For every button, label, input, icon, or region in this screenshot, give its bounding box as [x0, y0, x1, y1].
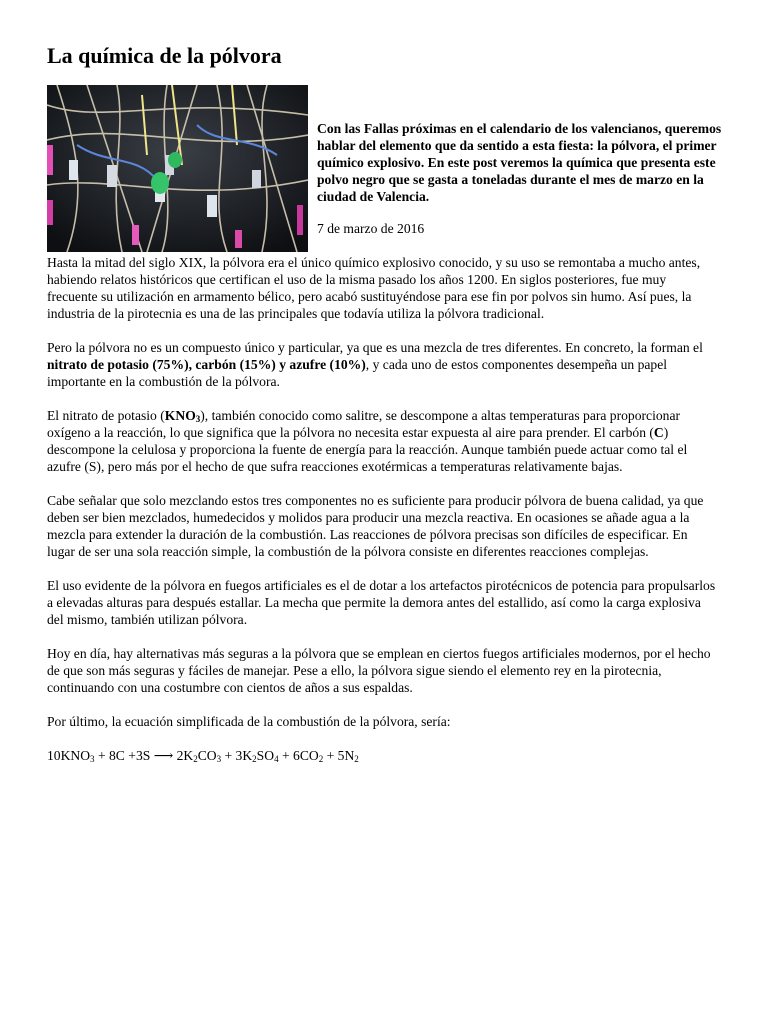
- paragraph-uses: El uso evidente de la pólvora en fuegos artificiales es el de dotar a los artefactos pirotécnicos de potencia para propulsarlos a elevadas alturas para después estallar. La mecha que permite la demora antes del estallido, así como la carga explosiva del mismo, también utilizan pólvora.: [47, 578, 716, 627]
- equation-subscript: 4: [274, 754, 279, 764]
- equation-part: + 8C +3S ⟶ 2K: [94, 748, 194, 763]
- equation-part: + 5N: [323, 748, 355, 763]
- paragraph-quality: Cabe señalar que solo mezclando estos tres componentes no es suficiente para producir pólvora de buena calidad, ya que deben ser bien mezclados, humedecidos y molidos para producir una mezcla reactiva. En ocasiones se añade agua a la mezcla para extender la duración de la combustión. Las reacciones de pólvora precisas son difíciles de especificar. En lugar de ser una sola reacción simple, la combustión de la pólvora consiste en diferentes reacciones complejas.: [47, 493, 704, 559]
- composition-highlight: nitrato de potasio (75%), carbón (15%) y azufre (10%): [47, 357, 366, 372]
- components-text-middle: ), también conocido como salitre, se descompone a altas temperaturas para proporcionar oxígeno a la reacción, lo que significa que la pólvora no necesita estar expuesta al aire para prender. El carbón (: [47, 408, 681, 440]
- paragraph-alternatives: Hoy en día, hay alternativas más seguras a la pólvora que se emplean en ciertos fuegos artificiales modernos, por el hecho de que son más seguras y fáciles de manejar. Pese a ello, la pólvora sigue siendo el elemento rey en la pirotecnia, continuando con una costumbre con cientos de años a sus espaldas.: [47, 646, 711, 695]
- equation-subscript: 2: [354, 754, 359, 764]
- paragraph-equation-intro: Por último, la ecuación simplificada de la combustión de la pólvora, sería:: [47, 714, 451, 729]
- article-body: [47, 254, 717, 781]
- equation-subscript: 3: [90, 754, 95, 764]
- fireworks-photo: [47, 85, 308, 252]
- paragraph-composition: [47, 339, 717, 390]
- intro-paragraph: Con las Fallas próximas en el calendario de los valencianos, queremos hablar del elemento que da sentido a esta fiesta: la pólvora, el primer químico explosivo. En este post veremos la química que presenta este polvo negro que se gasta a toneladas durante el mes de marzo en la ciudad de Valencia.: [317, 121, 722, 204]
- equation-subscript: 2: [318, 754, 324, 764]
- publication-date: 7 de marzo de 2016: [317, 221, 425, 236]
- equation-part: + 3K: [221, 748, 253, 763]
- composition-text-end: , y cada uno de estos componentes desempeña un papel importante en la combustión de la pólvora.: [47, 357, 668, 389]
- fireworks-illustration: [47, 85, 308, 252]
- formula-carbon: C: [653, 425, 664, 440]
- formula-kno3-subscript: 3: [195, 414, 201, 424]
- paragraph-components: [47, 407, 717, 475]
- equation-subscript: 2: [252, 754, 257, 764]
- combustion-equation: [47, 747, 717, 764]
- components-text-end: ) descompone la celulosa y proporciona la fuente de energía para la reacción. Aunque también puede actuar como tal el azufre (S), pero más por el hecho de que sufra reacciones exotérmicas a temperaturas relativamente bajas.: [47, 425, 688, 474]
- equation-part: + 6CO: [278, 748, 319, 763]
- equation-part: CO: [197, 748, 217, 763]
- components-text-start: El nitrato de potasio (: [47, 408, 165, 423]
- equation-part: SO: [256, 748, 275, 763]
- formula-kno3: [165, 408, 200, 423]
- paragraph-history: Hasta la mitad del siglo XIX, la pólvora era el único químico explosivo conocido, y su uso se remontaba a mucho antes, habiendo relatos históricos que certifican el uso de la misma pasado los años 1200. En siglos posteriores, fue muy frecuente su utilización en armamento bélico, pero acabó sustituyéndose para ese fin por polvos sin humo. Así pues, la industria de la pirotecnia es una de las principales que todavía utiliza la pólvora tradicional.: [47, 255, 701, 321]
- formula-kno3-base: KNO: [164, 408, 196, 423]
- equation-subscript: 2: [193, 754, 198, 764]
- composition-text-start: Pero la pólvora no es un compuesto único y particular, ya que es una mezcla de tres diferentes. En concreto, la forman el: [47, 340, 703, 355]
- equation-subscript: 3: [216, 754, 222, 764]
- page-title: La química de la pólvora: [47, 43, 282, 68]
- equation-part: 10KNO: [47, 748, 91, 763]
